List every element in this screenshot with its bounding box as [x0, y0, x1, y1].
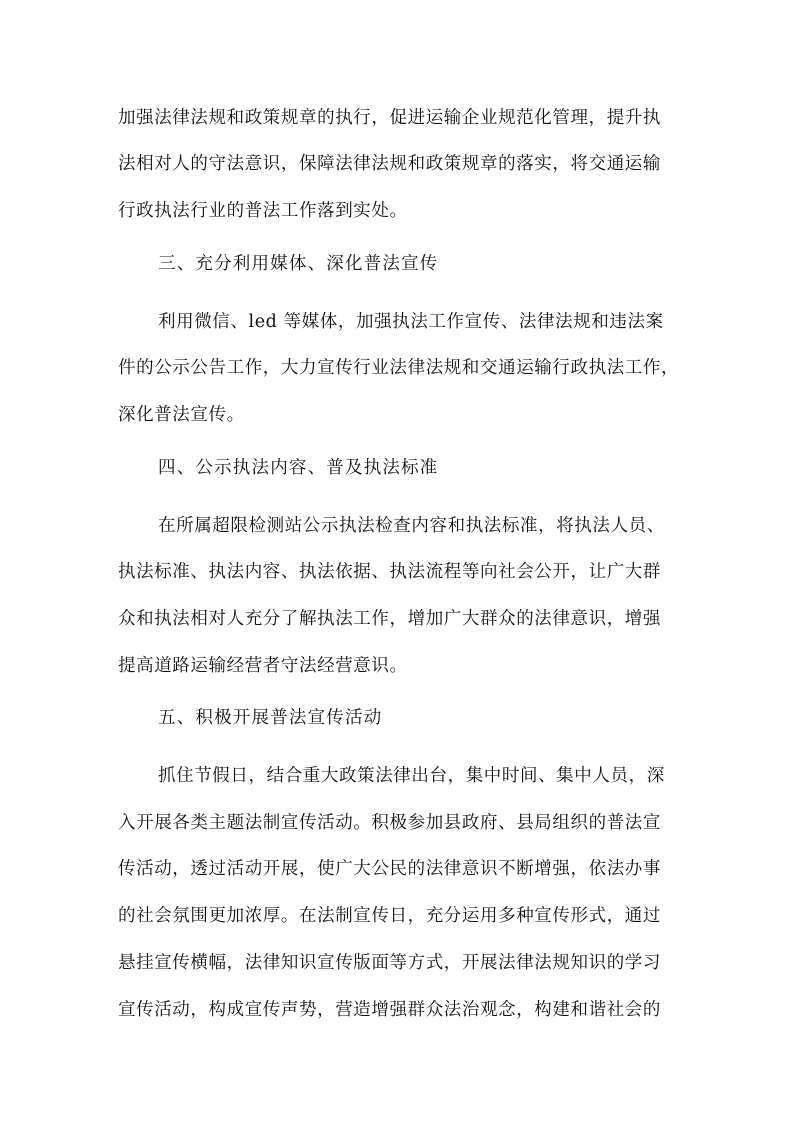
body-line: 传活动，透过活动开展，使广大公民的法律意识不断增强，依法办事	[118, 859, 661, 879]
body-line: 在所属超限检测站公示执法检查内容和执法标准，将执法人员、	[158, 516, 665, 536]
body-line: 众和执法相对人充分了解执法工作，增加广大群众的法律意识，增强	[118, 609, 661, 629]
body-line: 提高道路运输经营者守法经营意识。	[118, 656, 408, 676]
body-line: 利用微信、led 等媒体，加强执法工作宣传、法律法规和违法案	[158, 312, 664, 332]
body-line: 加强法律法规和政策规章的执行，促进运输企业规范化管理，提升执	[118, 108, 661, 128]
body-line: 件的公示公告工作，大力宣传行业法律法规和交通运输行政执法工作，	[118, 358, 680, 378]
body-line: 法相对人的守法意识，保障法律法规和政策规章的落实，将交通运输	[118, 154, 661, 174]
section-heading-5: 五、积极开展普法宣传活动	[158, 708, 383, 728]
body-line: 抓住节假日，结合重大政策法律出台，集中时间、集中人员，深	[158, 766, 665, 786]
body-line: 深化普法宣传。	[118, 405, 245, 425]
body-line: 入开展各类主题法制宣传活动。积极参加县政府、县局组织的普法宣	[118, 813, 661, 833]
body-line: 行政执法行业的普法工作落到实处。	[118, 201, 408, 221]
section-heading-3: 三、充分利用媒体、深化普法宣传	[158, 254, 439, 274]
body-line: 悬挂宣传横幅，法律知识宣传版面等方式，开展法律法规知识的学习	[118, 953, 661, 973]
body-line: 的社会氛围更加浓厚。在法制宣传日，充分运用多种宣传形式，通过	[118, 906, 661, 926]
body-line: 宣传活动，构成宣传声势，营造增强群众法治观念，构建和谐社会的	[118, 1000, 661, 1020]
section-heading-4: 四、公示执法内容、普及执法标准	[158, 458, 439, 478]
body-line: 执法标准、执法内容、执法依据、执法流程等向社会公开，让广大群	[118, 562, 661, 582]
